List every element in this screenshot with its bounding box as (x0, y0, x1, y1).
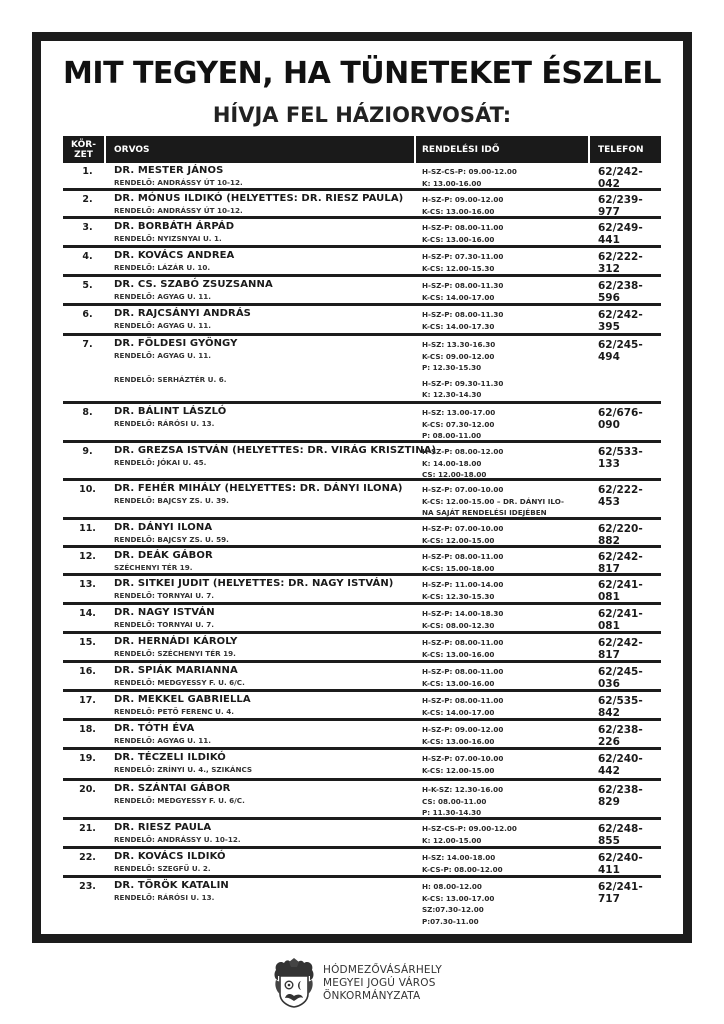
table-row (63, 721, 661, 750)
doctor-cell (106, 605, 416, 631)
poster-frame (32, 32, 692, 943)
office-address: RENDELŐ: SERHÁZTÉR U. 6. (114, 375, 227, 384)
office-hours-line: H-SZ-P: 07.30-11.00 (422, 252, 504, 261)
district-number: 14. (79, 608, 96, 619)
office-hours-line: P: 08.00-11.00 (422, 431, 482, 440)
table-row (63, 548, 661, 576)
doctor-name: DR. GREZSA ISTVÁN (HELYETTES: DR. VIRÁG KRISZTINA) (114, 445, 437, 456)
office-hours-line: CS: 12.00-18.00 (422, 470, 487, 479)
phone-number: 62/241-081 (598, 608, 643, 632)
doctor-cell (106, 248, 416, 274)
office-hours-line: H-SZ-P: 07.00-10.00 (422, 754, 504, 763)
hours-cell (416, 820, 590, 846)
hours-cell (416, 163, 590, 188)
phone-number: 62/241-081 (598, 579, 643, 603)
phone-number: 62/242-817 (598, 551, 643, 575)
table-row (63, 277, 661, 306)
district-number: 15. (79, 637, 96, 648)
doctor-cell (106, 163, 416, 188)
office-hours-line: H-SZ-P: 09.00-12.00 (422, 725, 504, 734)
phone-number: 62/676-090 (598, 407, 643, 431)
doctor-cell (106, 191, 416, 216)
office-hours-line: NA SAJÁT RENDELÉSI IDEJÉBEN (422, 508, 547, 517)
doctor-name: DR. KOVÁCS ANDREA (114, 250, 235, 261)
office-hours-line: CS: 08.00-11.00 (422, 796, 487, 806)
district-number: 21. (79, 823, 96, 834)
phone-number: 62/238-596 (598, 280, 643, 304)
office-hours-line: H-SZ-P: 08.00-11.00 (422, 696, 504, 705)
office-address: RENDELŐ: AGYAG U. 11. (114, 321, 211, 330)
phone-number: 62/242-042 (598, 166, 643, 190)
office-hours-line: H-SZ-P: 09.30-11.30 (422, 378, 504, 388)
office-hours-line: K-CS: 13.00-16.00 (422, 736, 495, 746)
doctor-name: DR. MESTER JÁNOS (114, 165, 224, 176)
table-row (63, 820, 661, 849)
hours-cell (416, 548, 590, 573)
district-number: 22. (79, 852, 96, 863)
office-hours-line: H: 08.00-12.00 (422, 882, 482, 891)
office-hours-line: K: 14.00-18.00 (422, 458, 482, 468)
phone-number: 62/240-442 (598, 753, 643, 777)
table-row (63, 634, 661, 663)
office-hours-line: K-CS: 13.00-16.00 (422, 234, 495, 244)
table-row (63, 248, 661, 277)
doctor-cell (106, 634, 416, 660)
phone-number: 62/245-036 (598, 666, 643, 690)
doctor-name: DR. BORBÁTH ÁRPÁD (114, 221, 235, 232)
doctor-name: DR. BÁLINT LÁSZLÓ (114, 406, 227, 417)
district-number: 23. (79, 881, 96, 892)
office-hours-line: H-SZ-P: 09.00-12.00 (422, 195, 504, 204)
office-hours-line: K-CS: 15.00-18.00 (422, 563, 495, 573)
office-hours-line: H-SZ-CS-P: 09.00-12.00 (422, 824, 517, 833)
office-hours-line: K-CS: 14.00-17.00 (422, 707, 495, 717)
doctor-name: DR. CS. SZABÓ ZSUZSANNA (114, 279, 273, 290)
office-hours-line: H-SZ-P: 07.00-10.00 (422, 524, 504, 533)
district-number: 4. (82, 251, 93, 262)
phone-number: 62/222-312 (598, 251, 643, 275)
office-hours-line: H-SZ: 14.00-18.00 (422, 853, 496, 862)
office-hours-line: K-CS: 12.00-15.00 (422, 765, 495, 775)
district-number: 17. (79, 695, 96, 706)
district-number: 3. (82, 222, 93, 233)
office-hours-line: H-SZ: 13.30-16.30 (422, 340, 496, 349)
doctor-cell (106, 548, 416, 573)
table-row (63, 163, 661, 191)
hours-cell (416, 576, 590, 602)
office-hours-line: P:07.30-11.00 (422, 916, 479, 926)
office-address: RENDELŐ: ANDRÁSSY U. 10-12. (114, 835, 241, 844)
doctor-cell (106, 692, 416, 718)
district-number: 13. (79, 579, 96, 590)
doctor-table (63, 136, 661, 935)
phone-number: 62/242-395 (598, 309, 643, 333)
district-number: 9. (82, 446, 93, 457)
doctor-name: DR. DÁNYI ILONA (114, 522, 213, 533)
office-hours-line: H-SZ-P: 08.00-11.00 (422, 638, 504, 647)
phone-number: 62/239-977 (598, 194, 643, 218)
office-hours-line: P: 12.30-15.30 (422, 363, 482, 372)
office-address: RENDELŐ: LÁZÁR U. 10. (114, 263, 211, 272)
office-hours-line: H-SZ-P: 08.00-12.00 (422, 447, 504, 456)
phone-number: 62/535-842 (598, 695, 643, 719)
table-row (63, 191, 661, 219)
phone-number: 62/240-411 (598, 852, 643, 876)
table-row (63, 219, 661, 248)
footer-logo (272, 958, 442, 1008)
doctor-name: DR. SZÁNTAI GÁBOR (114, 783, 231, 794)
district-number: 11. (79, 523, 96, 534)
office-hours-line: K-CS: 13.00-17.00 (422, 893, 495, 903)
office-hours-line: K-CS: 14.00-17.30 (422, 321, 495, 331)
table-row (63, 576, 661, 605)
table-row (63, 781, 661, 820)
doctor-cell (106, 820, 416, 846)
table-row (63, 849, 661, 878)
district-number: 20. (79, 784, 96, 795)
header-korzet-line2: ZET (74, 149, 93, 160)
hours-cell (416, 520, 590, 545)
phone-number: 62/533-133 (598, 446, 643, 470)
doctor-name: DR. SITKEI JUDIT (HELYETTES: DR. NAGY ISTVÁN) (114, 578, 394, 589)
table-row (63, 443, 661, 481)
hours-cell (416, 663, 590, 689)
district-number: 16. (79, 666, 96, 677)
hours-cell (416, 634, 590, 660)
phone-number: 62/249-441 (598, 222, 643, 246)
office-address: RENDELŐ: ANDRÁSSY ÚT 10-12. (114, 206, 243, 215)
doctor-name: DR. MEKKEL GABRIELLA (114, 694, 251, 705)
office-hours-line: K-CS: 13.00-16.00 (422, 206, 495, 216)
hours-cell (416, 277, 590, 303)
district-number: 6. (82, 309, 93, 320)
header-rendelesi-ido: RENDELÉSI IDŐ (416, 136, 588, 163)
table-row (63, 692, 661, 721)
hours-cell (416, 336, 590, 401)
hours-cell (416, 849, 590, 875)
hours-cell (416, 781, 590, 817)
doctor-cell (106, 306, 416, 333)
office-hours-line: K-CS: 08.00-12.30 (422, 620, 495, 630)
district-number: 12. (79, 551, 96, 562)
doctor-name: DR. DEÁK GÁBOR (114, 550, 213, 561)
district-number: 19. (79, 753, 96, 764)
office-address: RENDELŐ: ANDRÁSSY ÚT 10-12. (114, 178, 243, 187)
office-address: RENDELŐ: BAJCSY ZS. U. 59. (114, 535, 229, 544)
table-row (63, 404, 661, 443)
coat-of-arms-icon (272, 958, 316, 1008)
office-hours-line: H-SZ-P: 08.00-11.30 (422, 281, 504, 290)
doctor-name: DR. SPIÁK MARIANNA (114, 665, 238, 676)
doctor-cell (106, 849, 416, 875)
header-orvos: ORVOS (106, 136, 414, 163)
office-hours-line: H-SZ-P: 08.00-11.00 (422, 667, 504, 676)
office-hours-line: H-SZ-P: 08.00-11.00 (422, 552, 504, 561)
office-address: RENDELŐ: AGYAG U. 11. (114, 351, 211, 360)
hours-cell (416, 248, 590, 274)
phone-number: 62/238-226 (598, 724, 643, 748)
office-hours-line: K: 12.30-14.30 (422, 390, 482, 399)
office-hours-line: K-CS: 12.30-15.30 (422, 591, 495, 601)
office-hours-line: K-CS: 12.00-15.00 – DR. DÁNYI ILO- (422, 496, 564, 506)
office-address: RENDELŐ: TORNYAI U. 7. (114, 591, 215, 600)
doctor-cell (106, 781, 416, 817)
hours-cell (416, 878, 590, 935)
page-title: MIT TEGYEN, HA TÜNETEKET ÉSZLEL (63, 56, 661, 91)
office-address: RENDELŐ: AGYAG U. 11. (114, 736, 211, 745)
phone-number: 62/238-829 (598, 784, 643, 808)
doctor-name: DR. TÓTH ÉVA (114, 723, 195, 734)
district-number: 10. (79, 484, 96, 495)
doctor-name: DR. TÉCZELI ILDIKÓ (114, 752, 226, 763)
phone-number: 62/248-855 (598, 823, 643, 847)
office-hours-line: K-CS: 09.00-12.00 (422, 351, 495, 361)
table-row (63, 306, 661, 336)
phone-number: 62/242-817 (598, 637, 643, 661)
hours-cell (416, 481, 590, 517)
office-address: RENDELŐ: RÁRÓSI U. 13. (114, 893, 215, 902)
office-address: RENDELŐ: MEDGYESSY F. U. 6/C. (114, 678, 245, 687)
district-number: 8. (82, 407, 93, 418)
district-number: 2. (82, 194, 93, 205)
office-hours-line: H-SZ-P: 14.00-18.30 (422, 609, 504, 618)
doctor-name: DR. MÓNUS ILDIKÓ (HELYETTES: DR. RIESZ PAULA) (114, 193, 404, 204)
header-korzet (63, 136, 104, 163)
office-hours-line: SZ:07.30-12.00 (422, 905, 484, 914)
table-row (63, 663, 661, 692)
office-address: RENDELŐ: AGYAG U. 11. (114, 292, 211, 301)
office-address: RENDELŐ: PETŐ FERENC U. 4. (114, 707, 234, 716)
doctor-cell (106, 750, 416, 778)
table-row (63, 605, 661, 634)
office-address: RENDELŐ: JÓKAI U. 45. (114, 458, 207, 467)
district-number: 1. (82, 166, 93, 177)
phone-number: 62/245-494 (598, 339, 643, 363)
municipality-name (323, 964, 442, 1003)
doctor-name: DR. RIESZ PAULA (114, 822, 212, 833)
header-korzet-line1: KÖR- (71, 139, 96, 150)
doctor-name: DR. KOVÁCS ILDIKÓ (114, 851, 226, 862)
doctor-cell (106, 520, 416, 545)
doctor-cell (106, 663, 416, 689)
office-hours-line: H-SZ-P: 07.00-10.00 (422, 485, 504, 494)
hours-cell (416, 443, 590, 478)
table-body (63, 163, 661, 935)
office-address: RENDELŐ: MEDGYESSY F. U. 6/C. (114, 796, 245, 805)
district-number: 7. (82, 339, 93, 350)
doctor-cell (106, 277, 416, 303)
office-hours-line: K-CS: 13.00-16.00 (422, 649, 495, 659)
municipality-line: HÓDMEZŐVÁSÁRHELY (323, 963, 443, 976)
table-row (63, 750, 661, 781)
doctor-name: DR. TÖRÖK KATALIN (114, 880, 229, 891)
office-hours-line: H-SZ-P: 08.00-11.30 (422, 310, 504, 319)
doctor-cell (106, 721, 416, 747)
office-hours-line: H-K-SZ: 12.30-16.00 (422, 785, 504, 794)
hours-cell (416, 306, 590, 333)
office-address: RENDELŐ: SZÉCHENYI TÉR 19. (114, 649, 236, 658)
hours-cell (416, 404, 590, 440)
table-row (63, 481, 661, 520)
office-hours-line: K: 12.00-15.00 (422, 835, 482, 845)
office-address: RENDELŐ: BAJCSY ZS. U. 39. (114, 496, 229, 505)
district-number: 18. (79, 724, 96, 735)
office-hours-line: K-CS: 12.00-15.30 (422, 263, 495, 273)
table-row (63, 520, 661, 548)
office-hours-line: H-SZ: 13.00-17.00 (422, 408, 496, 417)
doctor-cell (106, 219, 416, 245)
office-address: SZÉCHENYI TÉR 19. (114, 563, 193, 572)
doctor-name: DR. RAJCSÁNYI ANDRÁS (114, 308, 251, 319)
hours-cell (416, 721, 590, 747)
header-telefon: TELEFON (590, 136, 661, 163)
office-hours-line: P: 11.30-14.30 (422, 808, 482, 817)
doctor-name: DR. NAGY ISTVÁN (114, 607, 215, 618)
hours-cell (416, 191, 590, 216)
hours-cell (416, 750, 590, 778)
doctor-name: DR. HERNÁDI KÁROLY (114, 636, 238, 647)
office-hours-line: K-CS: 13.00-16.00 (422, 678, 495, 688)
office-hours-line: H-SZ-P: 11.00-14.00 (422, 580, 504, 589)
office-hours-line: K-CS: 12.00-15.00 (422, 535, 495, 545)
office-hours-line: K: 13.00-16.00 (422, 178, 482, 188)
doctor-cell (106, 443, 437, 478)
municipality-line: ÖNKORMÁNYZATA (323, 989, 421, 1002)
office-address: RENDELŐ: ZRÍNYI U. 4., SZIKÁNCS (114, 765, 253, 774)
phone-number: 62/241-717 (598, 881, 643, 905)
hours-cell (416, 605, 590, 631)
table-row (63, 336, 661, 404)
office-address: RENDELŐ: SZEGFŰ U. 2. (114, 864, 211, 873)
doctor-cell (106, 481, 416, 517)
district-number: 5. (82, 280, 93, 291)
office-hours-line: K-CS-P: 08.00-12.00 (422, 864, 503, 874)
office-address: RENDELŐ: NYIZSNYAI U. 1. (114, 234, 222, 243)
office-hours-line: H-SZ-P: 08.00-11.00 (422, 223, 504, 232)
doctor-cell (106, 878, 416, 935)
doctor-cell (106, 336, 416, 401)
page-subtitle: HÍVJA FEL HÁZIORVOSÁT: (212, 103, 512, 127)
hours-cell (416, 692, 590, 718)
doctor-name: DR. FEHÉR MIHÁLY (HELYETTES: DR. DÁNYI ILONA) (114, 483, 403, 494)
phone-number: 62/222-453 (598, 484, 643, 508)
table-header (63, 136, 661, 163)
doctor-cell (106, 404, 416, 440)
office-hours-line: H-SZ-CS-P: 09.00-12.00 (422, 167, 517, 176)
table-row (63, 878, 661, 935)
office-hours-line: K-CS: 14.00-17.00 (422, 292, 495, 302)
office-hours-line: K-CS: 07.30-12.00 (422, 419, 495, 429)
office-address: RENDELŐ: TORNYAI U. 7. (114, 620, 215, 629)
hours-cell (416, 219, 590, 245)
office-address: RENDELŐ: RÁRÓSI U. 13. (114, 419, 215, 428)
doctor-cell (106, 576, 416, 602)
doctor-name: DR. FÖLDESI GYÖNGY (114, 338, 238, 349)
phone-number: 62/220-882 (598, 523, 643, 547)
municipality-line: MEGYEI JOGÚ VÁROS (323, 976, 436, 989)
